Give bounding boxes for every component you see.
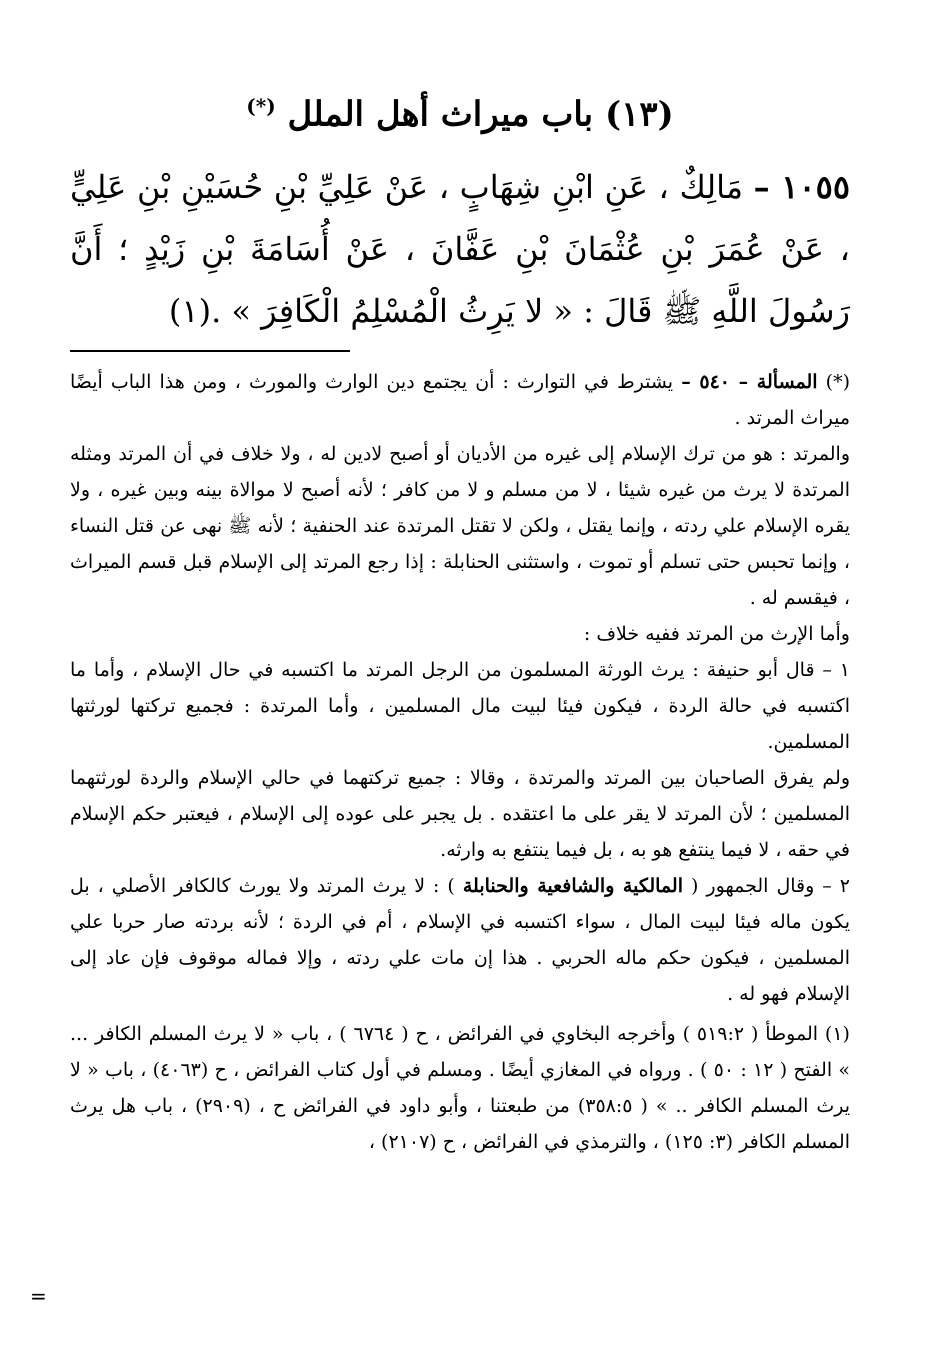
commentary-intro-text: يشترط في التوارث : أن يجتمع دين الوارث والمورث ، ومن هذا الباب أيضًا ميراث المرتد . <box>70 371 850 430</box>
chapter-title-mark: (*) <box>246 94 276 118</box>
chapter-title <box>70 84 850 136</box>
hadith-number: ١٠٥٥ – <box>753 168 850 207</box>
commentary <box>70 364 850 1012</box>
chapter-title-text: (١٣) باب ميراث أهل الملل <box>287 94 674 135</box>
hadith-text <box>70 156 850 342</box>
commentary-paragraph: ولم يفرق الصاحبان بين المرتد والمرتدة ، وقالا : جميع تركتهما في حالي الإسلام والردة لورثتهما المسلمين ؛ لأن المرتد لا يقر على ما اعتقده . بل يجبر على عوده إلى الإسلام ، فيعتبر حكم الإسلام في حقه ، لا فيما ينتفع هو به ، بل فيما ينتفع به وارثه. <box>70 767 850 862</box>
commentary-paragraph: ١ – قال أبو حنيفة : يرث الورثة المسلمون من الرجل المرتد ما اكتسبه في حال الإسلام ، وأما ما اكتسبه في حالة الردة ، فيكون فيئا لبيت مال المسلمين ، وأما المرتدة : فجميع تركتها لورثتها المسلمين. <box>70 659 850 754</box>
margin-mark: = <box>30 1284 47 1308</box>
commentary-p5-rest: ) : لا يرث المرتد ولا يورث كالكافر الأصلي ، بل يكون ماله فيئا لبيت المال ، سواء اكتسبه في الإسلام ، أم في الردة ؛ لأنه بردته صار حربا علي المسلمين ، فيكون حكم ماله الحربي . هذا إن مات علي ردته ، وإلا فماله موقوف فإن عاد إلى الإسلام فهو له . <box>70 875 850 1006</box>
commentary-intro <box>70 364 850 436</box>
commentary-paragraph <box>70 868 850 1012</box>
footnote-text: (١) الموطأ ( ٥١٩:٢ ) وأخرجه البخاوي في الفرائض ، ح ( ٦٧٦٤ ) ، باب « لا يرث المسلم الكافر ... » الفتح ( ١٢ : ٥٠ ) . ورواه في المغازي أيضًا . ومسلم في أول كتاب الفرائض ، ح (٤٠٦٣) ، باب « لا يرث المسلم الكافر .. » ( ٣٥٨:٥) من طبعتنا ، وأبو داود في الفرائض ح ، (٢٩٠٩) ، باب هل يرث المسلم الكافر (٣: ١٢٥) ، والترمذي في الفرائض ، ح (٢١٠٧) ، <box>70 1023 851 1154</box>
commentary-mark: (*) <box>825 371 850 394</box>
commentary-p5-bold: المالكية والشافعية والحنابلة <box>462 875 683 898</box>
hadith-body: مَالِكٌ ، عَنِ ابْنِ شِهَابٍ ، عَنْ عَلِيِّ بْنِ حُسَيْنِ بْنِ عَلِيٍّ ، عَنْ عُمَرَ بْنِ عُثْمَانَ بْنِ عَفَّانَ ، عَنْ أُسَامَةَ بْنِ زَيْدٍ ؛ أَنَّ رَسُولَ اللَّهِ ﷺ قَالَ : « لا يَرِثُ الْمُسْلِمُ الْكَافِرَ » .(١) <box>70 168 850 331</box>
page <box>70 70 850 1160</box>
footnote <box>70 1016 850 1160</box>
separator-line <box>70 350 350 352</box>
commentary-p5-prefix: ٢ – وقال الجمهور ( <box>690 875 850 898</box>
commentary-paragraph: والمرتد : هو من ترك الإسلام إلى غيره من الأديان أو أصبح لادين له ، ولا خلاف في أن المرتد ومثله المرتدة لا يرث من غيره شيئا ، لا من مسلم و لا من كافر ؛ لأنه أصبح لا موالاة بينه وبين غيره ، ولا يقره الإسلام علي ردته ، وإنما يقتل ، ولكن لا تقتل المرتدة عند الحنفية ؛ لأنه ﷺ نهى عن قتل النساء ، وإنما تحبس حتى تسلم أو تموت ، واستثنى الحنابلة : إذا رجع المرتد إلى الإسلام قبل قسم الميراث ، فيقسم له . <box>70 443 850 610</box>
commentary-paragraph: وأما الإرث من المرتد ففيه خلاف : <box>583 623 850 646</box>
commentary-heading: المسألة – ٥٤٠ – <box>681 371 818 394</box>
